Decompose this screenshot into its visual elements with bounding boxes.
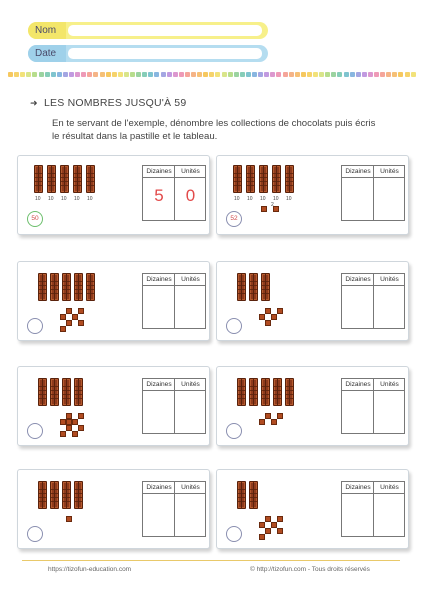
decorative-dot — [51, 72, 56, 77]
decorative-dot — [228, 72, 233, 77]
decorative-dot — [374, 72, 379, 77]
decorative-dot — [411, 72, 416, 77]
decorative-dot — [197, 72, 202, 77]
decorative-dot — [124, 72, 129, 77]
chocolate-bar-ten — [249, 481, 258, 509]
arrow-icon: ➜ — [30, 98, 38, 108]
decorative-dot — [63, 72, 68, 77]
chocolate-square-unit — [60, 326, 66, 332]
chocolate-square-unit — [78, 308, 84, 314]
unites-header: Unités — [374, 379, 405, 391]
chocolate-square-unit — [271, 419, 277, 425]
tens-label: 10 — [48, 196, 54, 202]
answer-badge[interactable] — [226, 526, 242, 542]
answer-badge[interactable] — [226, 318, 242, 334]
exercise-title-text: LES NOMBRES JUSQU'À 59 — [44, 97, 187, 109]
chocolate-bar-ten — [237, 481, 246, 509]
decorative-dot — [240, 72, 245, 77]
date-input-line[interactable] — [68, 48, 262, 59]
answer-badge[interactable]: 52 — [226, 211, 242, 227]
footer-copyright: © http://tizofun.com - Tous droits réservés — [250, 566, 370, 573]
exercise-card — [17, 261, 210, 341]
decorative-dot — [130, 72, 135, 77]
place-value-table — [142, 378, 206, 434]
answer-badge[interactable] — [226, 423, 242, 439]
chocolate-bar-ten — [38, 273, 47, 301]
tens-label: 10 — [247, 196, 253, 202]
chocolate-bar-ten — [73, 165, 82, 193]
decorative-dot — [289, 72, 294, 77]
dizaines-column — [143, 274, 175, 328]
decorative-dot — [167, 72, 172, 77]
chocolate-square-unit — [66, 516, 72, 522]
chocolate-bar-ten — [261, 378, 270, 406]
dizaines-header: Dizaines — [143, 274, 175, 286]
chocolate-square-unit — [78, 413, 84, 419]
chocolate-square-unit — [277, 413, 283, 419]
decorative-dot — [112, 72, 117, 77]
footer-left-url: https://tizofun-education.com — [48, 566, 132, 573]
decorative-dot — [8, 72, 13, 77]
unites-cell[interactable]: 0 — [185, 186, 196, 205]
decorative-dot — [301, 72, 306, 77]
decorative-dot — [136, 72, 141, 77]
chocolate-bar-ten — [62, 273, 71, 301]
decorative-dot — [270, 72, 275, 77]
exercise-card — [17, 155, 210, 235]
chocolate-bar-ten — [261, 273, 270, 301]
decorative-dot — [161, 72, 166, 77]
chocolate-square-unit — [277, 528, 283, 534]
nom-input-line[interactable] — [68, 25, 262, 36]
chocolate-square-unit — [60, 431, 66, 437]
chocolate-square-unit — [259, 419, 265, 425]
place-value-table — [341, 378, 405, 434]
decorative-dot — [252, 72, 257, 77]
chocolate-bar-ten — [86, 165, 95, 193]
decorative-dot — [264, 72, 269, 77]
dizaines-header: Dizaines — [143, 482, 175, 494]
decorative-dot — [87, 72, 92, 77]
decorative-dot — [39, 72, 44, 77]
decorative-dot — [215, 72, 220, 77]
decorative-dot — [118, 72, 123, 77]
footer-divider — [22, 560, 400, 561]
dizaines-header: Dizaines — [342, 166, 374, 178]
dizaines-column — [143, 482, 175, 536]
date-field[interactable] — [28, 45, 268, 62]
chocolate-bar-ten — [249, 273, 258, 301]
chocolate-square-unit — [78, 425, 84, 431]
dizaines-column — [143, 166, 175, 220]
exercise-title — [30, 97, 186, 109]
exercise-card — [216, 469, 409, 549]
dizaines-header: Dizaines — [342, 482, 374, 494]
chocolate-bar-ten — [233, 165, 242, 193]
chocolate-bar-ten — [38, 481, 47, 509]
decorative-dot — [234, 72, 239, 77]
decorative-dot — [307, 72, 312, 77]
decorative-dot — [203, 72, 208, 77]
exercise-card — [17, 469, 210, 549]
place-value-table — [142, 481, 206, 537]
answer-badge[interactable] — [27, 318, 43, 334]
chocolate-bar-ten — [259, 165, 268, 193]
unites-header: Unités — [374, 482, 405, 494]
unites-column — [373, 274, 405, 328]
dizaines-column — [342, 379, 374, 433]
decorative-dot — [26, 72, 31, 77]
date-label: Date — [28, 45, 66, 62]
tens-label: 10 — [35, 196, 41, 202]
decorative-dot — [142, 72, 147, 77]
dizaines-column — [342, 482, 374, 536]
answer-badge[interactable]: 50 — [27, 211, 43, 227]
chocolate-bar-ten — [74, 481, 83, 509]
decorative-dot — [283, 72, 288, 77]
chocolate-bar-ten — [86, 273, 95, 301]
unites-header: Unités — [175, 379, 206, 391]
chocolate-bar-ten — [272, 165, 281, 193]
decorative-dot — [313, 72, 318, 77]
decorative-dot — [20, 72, 25, 77]
dizaines-header: Dizaines — [342, 379, 374, 391]
nom-field[interactable] — [28, 22, 268, 39]
tens-label: 10 — [286, 196, 292, 202]
decorative-dot — [276, 72, 281, 77]
decorative-dot — [398, 72, 403, 77]
dizaines-column — [143, 379, 175, 433]
decorative-dot — [106, 72, 111, 77]
chocolate-square-unit — [259, 534, 265, 540]
decorative-dot — [344, 72, 349, 77]
unites-column — [174, 379, 206, 433]
unites-header: Unités — [374, 274, 405, 286]
decorative-dot — [325, 72, 330, 77]
decorative-dot — [319, 72, 324, 77]
tens-label: 10 — [61, 196, 67, 202]
decorative-dot — [191, 72, 196, 77]
decorative-dot — [75, 72, 80, 77]
chocolate-square-unit — [66, 320, 72, 326]
unites-header: Unités — [374, 166, 405, 178]
chocolate-square-unit — [261, 206, 267, 212]
unites-column — [373, 379, 405, 433]
decorative-dot — [14, 72, 19, 77]
decorative-dot — [154, 72, 159, 77]
chocolate-bar-ten — [60, 165, 69, 193]
unites-header: Unités — [175, 274, 206, 286]
tens-label: 10 — [234, 196, 240, 202]
place-value-table — [341, 481, 405, 537]
decorative-dot — [331, 72, 336, 77]
decorative-dot — [185, 72, 190, 77]
decorative-dot — [246, 72, 251, 77]
decorative-dot-row — [8, 72, 414, 78]
decorative-dot — [356, 72, 361, 77]
chocolate-bar-ten — [38, 378, 47, 406]
tens-label: 10 — [87, 196, 93, 202]
tens-label: 10 — [74, 196, 80, 202]
chocolate-square-unit — [277, 308, 283, 314]
nom-label: Nom — [28, 22, 66, 39]
chocolate-bar-ten — [50, 378, 59, 406]
decorative-dot — [179, 72, 184, 77]
decorative-dot — [173, 72, 178, 77]
unites-column — [174, 274, 206, 328]
chocolate-bar-ten — [285, 165, 294, 193]
tens-label: 10 — [260, 196, 266, 202]
unites-header: Unités — [175, 482, 206, 494]
decorative-dot — [258, 72, 263, 77]
chocolate-square-unit — [66, 419, 72, 425]
exercise-card — [216, 155, 409, 235]
decorative-dot — [81, 72, 86, 77]
chocolate-bar-ten — [246, 165, 255, 193]
chocolate-bar-ten — [47, 165, 56, 193]
unites-column — [373, 166, 405, 220]
dizaines-header: Dizaines — [342, 274, 374, 286]
exercise-card — [216, 261, 409, 341]
chocolate-square-unit — [265, 320, 271, 326]
dizaines-column — [342, 274, 374, 328]
chocolate-bar-ten — [237, 273, 246, 301]
decorative-dot — [148, 72, 153, 77]
chocolate-bar-ten — [34, 165, 43, 193]
instructions: En te servant de l'exemple, dénombre les collections de chocolats puis écris le résultat dans la pastille et le tableau. — [52, 118, 376, 142]
decorative-dot — [368, 72, 373, 77]
answer-badge[interactable] — [27, 423, 43, 439]
chocolate-square-unit — [78, 320, 84, 326]
decorative-dot — [337, 72, 342, 77]
tens-label: 10 — [273, 196, 279, 202]
decorative-dot — [380, 72, 385, 77]
chocolate-bar-ten — [62, 378, 71, 406]
decorative-dot — [209, 72, 214, 77]
unites-column — [174, 166, 206, 220]
chocolate-bar-ten — [50, 273, 59, 301]
decorative-dot — [295, 72, 300, 77]
units-label: 2 — [271, 202, 274, 208]
chocolate-square-unit — [265, 528, 271, 534]
decorative-dot — [93, 72, 98, 77]
decorative-dot — [45, 72, 50, 77]
chocolate-bar-ten — [50, 481, 59, 509]
decorative-dot — [69, 72, 74, 77]
place-value-table — [142, 273, 206, 329]
chocolate-bar-ten — [62, 481, 71, 509]
place-value-table — [142, 165, 206, 221]
place-value-table — [341, 273, 405, 329]
chocolate-bar-ten — [74, 378, 83, 406]
chocolate-square-unit — [72, 431, 78, 437]
chocolate-bar-ten — [273, 378, 282, 406]
decorative-dot — [362, 72, 367, 77]
decorative-dot — [392, 72, 397, 77]
chocolate-bar-ten — [74, 273, 83, 301]
chocolate-bar-ten — [249, 378, 258, 406]
exercise-card — [216, 366, 409, 446]
chocolate-square-unit — [277, 516, 283, 522]
decorative-dot — [57, 72, 62, 77]
dizaines-cell[interactable]: 5 — [154, 186, 164, 205]
dizaines-header: Dizaines — [143, 379, 175, 391]
decorative-dot — [222, 72, 227, 77]
place-value-table — [341, 165, 405, 221]
decorative-dot — [350, 72, 355, 77]
unites-column — [174, 482, 206, 536]
dizaines-column — [342, 166, 374, 220]
chocolate-bar-ten — [237, 378, 246, 406]
unites-column — [373, 482, 405, 536]
unites-header: Unités — [175, 166, 206, 178]
dizaines-header: Dizaines — [143, 166, 175, 178]
decorative-dot — [386, 72, 391, 77]
decorative-dot — [100, 72, 105, 77]
exercise-card — [17, 366, 210, 446]
decorative-dot — [405, 72, 410, 77]
chocolate-square-unit — [271, 314, 277, 320]
chocolate-bar-ten — [285, 378, 294, 406]
decorative-dot — [32, 72, 37, 77]
answer-badge[interactable] — [27, 526, 43, 542]
